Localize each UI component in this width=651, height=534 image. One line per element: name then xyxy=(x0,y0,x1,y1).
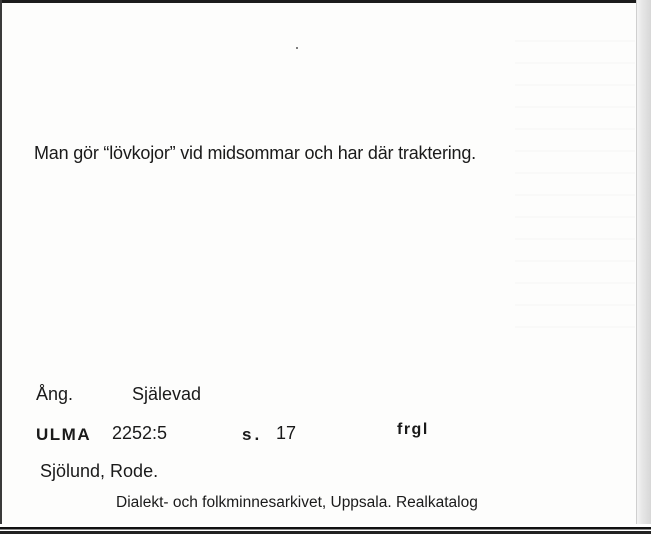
place-value: Själevad xyxy=(132,384,202,404)
category-code: frgl xyxy=(397,421,429,438)
paper-speck xyxy=(296,47,298,49)
card-description: Man gör “lövkojor” vid midsommar och har där traktering. xyxy=(34,143,476,163)
card-right-edge-shadow xyxy=(637,0,651,534)
collector-name: Sjölund, Rode. xyxy=(40,461,159,481)
paper-bleed-through xyxy=(515,40,635,340)
archive-code-label: ULMA xyxy=(36,425,92,444)
place-label: Ång. xyxy=(36,384,74,404)
card-left-edge xyxy=(0,0,2,534)
page-value: 17 xyxy=(276,423,297,443)
card-bottom-edge xyxy=(0,524,651,534)
page-label: s. xyxy=(242,425,263,444)
card-top-edge xyxy=(0,0,651,3)
archive-code-value: 2252:5 xyxy=(112,423,168,443)
archive-footer: Dialekt- och folkminnesarkivet, Uppsala. Realkatalog xyxy=(116,494,478,511)
